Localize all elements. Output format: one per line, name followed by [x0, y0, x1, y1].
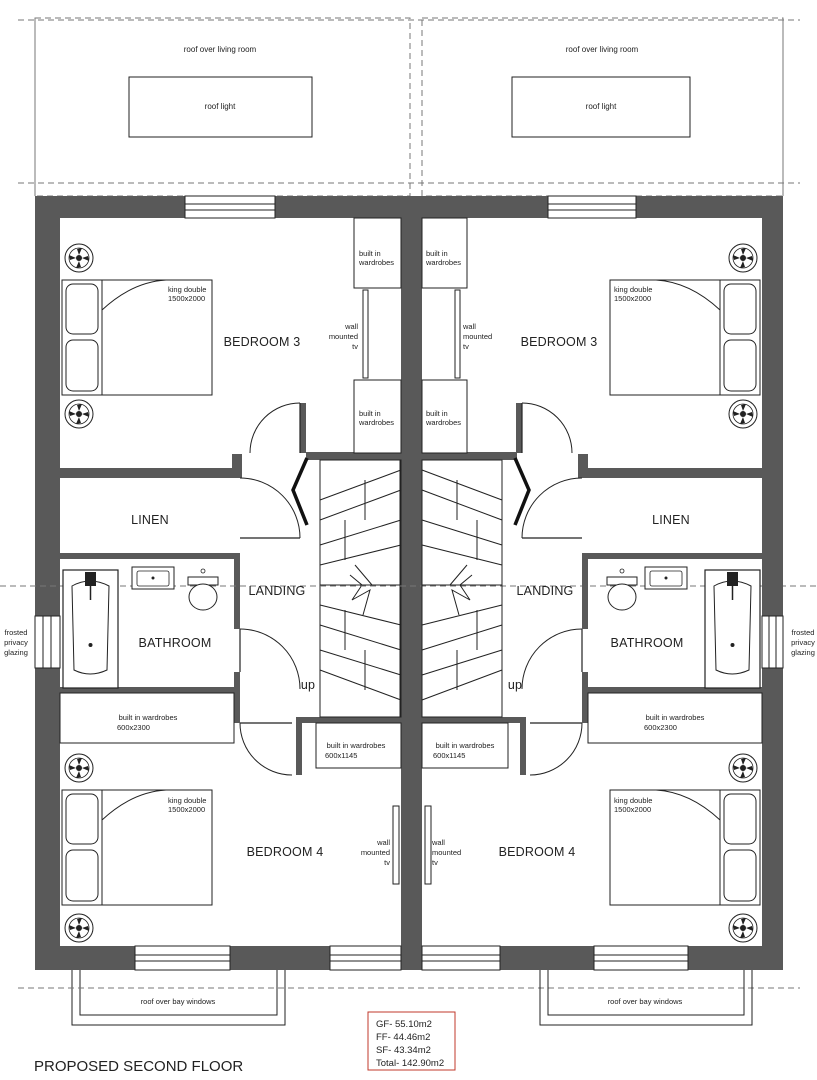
bed3-type-right: king double [614, 285, 653, 294]
landing-label-left: LANDING [248, 584, 306, 598]
bed4-type-right: king double [614, 796, 653, 805]
roof-label-left: roof over living room [183, 45, 257, 54]
tv4-b-right: mounted [432, 848, 462, 857]
plan-title: PROPOSED SECOND FLOOR [34, 1058, 244, 1075]
bedroom3-label-right: BEDROOM 3 [520, 335, 598, 349]
landing-wardrobe-size-right: 600x1145 [433, 751, 466, 760]
tv3-b-left: mounted [328, 332, 358, 341]
tv3-c-left: tv [352, 342, 358, 351]
glazing-a-right: frosted [791, 628, 815, 637]
landing-wardrobe-right: built in wardrobes [435, 741, 495, 750]
tv4-a-right: wall [432, 838, 445, 847]
tv4-a-left: wall [377, 838, 390, 847]
wardrobe-top-a-left: built in [359, 249, 381, 258]
roof-light-label-left: roof light [204, 102, 236, 111]
wardrobe-mid-b-left: wardrobes [359, 418, 395, 427]
glazing-c-right: glazing [791, 648, 815, 657]
bed4-size-left: 1500x2000 [168, 805, 206, 814]
bedroom4-label-right: BEDROOM 4 [498, 845, 576, 859]
tv3-c-right: tv [463, 342, 469, 351]
area-sf: SF- 43.34m2 [376, 1045, 431, 1056]
bathroom-label-left: BATHROOM [138, 636, 212, 650]
bedroom4-label-left: BEDROOM 4 [246, 845, 324, 859]
glazing-c-left: glazing [4, 648, 28, 657]
bathroom-label-right: BATHROOM [610, 636, 684, 650]
landing-wardrobe-size-left: 600x1145 [325, 751, 358, 760]
wardrobe-mid-a-left: built in [359, 409, 381, 418]
bed4-size-right: 1500x2000 [614, 805, 652, 814]
wardrobe-top-a-right: built in [426, 249, 448, 258]
bed4-type-left: king double [168, 796, 207, 805]
bay-roof-right: roof over bay windows [607, 997, 683, 1006]
tv3-a-left: wall [345, 322, 358, 331]
stair-up-label-left: up [300, 678, 316, 692]
linen-label-right: LINEN [652, 513, 690, 527]
bed3-size-left: 1500x2000 [168, 294, 206, 303]
bay-roof-left: roof over bay windows [140, 997, 216, 1006]
tv4-c-right: tv [432, 858, 438, 867]
stair-up-label-right: up [507, 678, 523, 692]
wardrobe-top-b-right: wardrobes [426, 258, 462, 267]
wardrobe-top-b-left: wardrobes [359, 258, 395, 267]
roof-light-label-right: roof light [585, 102, 617, 111]
bath-wardrobe-right: built in wardrobes [645, 713, 705, 722]
tv4-b-left: mounted [360, 848, 390, 857]
wardrobe-mid-b-right: wardrobes [426, 418, 462, 427]
bedroom3-label-left: BEDROOM 3 [223, 335, 301, 349]
tv4-c-left: tv [384, 858, 390, 867]
tv3-a-right: wall [463, 322, 476, 331]
bath-wardrobe-size-left: 600x2300 [117, 723, 150, 732]
landing-wardrobe-left: built in wardrobes [326, 741, 386, 750]
bed3-type-left: king double [168, 285, 207, 294]
bed3-size-right: 1500x2000 [614, 294, 652, 303]
bath-wardrobe-left: built in wardrobes [118, 713, 178, 722]
area-total: Total- 142.90m2 [376, 1058, 445, 1069]
wardrobe-mid-a-right: built in [426, 409, 448, 418]
glazing-a-left: frosted [4, 628, 28, 637]
tv3-b-right: mounted [463, 332, 493, 341]
linen-label-left: LINEN [131, 513, 169, 527]
roof-label-right: roof over living room [565, 45, 639, 54]
glazing-b-right: privacy [791, 638, 815, 647]
landing-label-right: LANDING [516, 584, 574, 598]
glazing-b-left: privacy [4, 638, 28, 647]
bath-wardrobe-size-right: 600x2300 [644, 723, 677, 732]
area-gf: GF- 55.10m2 [376, 1019, 432, 1030]
area-ff: FF- 44.46m2 [376, 1032, 431, 1043]
